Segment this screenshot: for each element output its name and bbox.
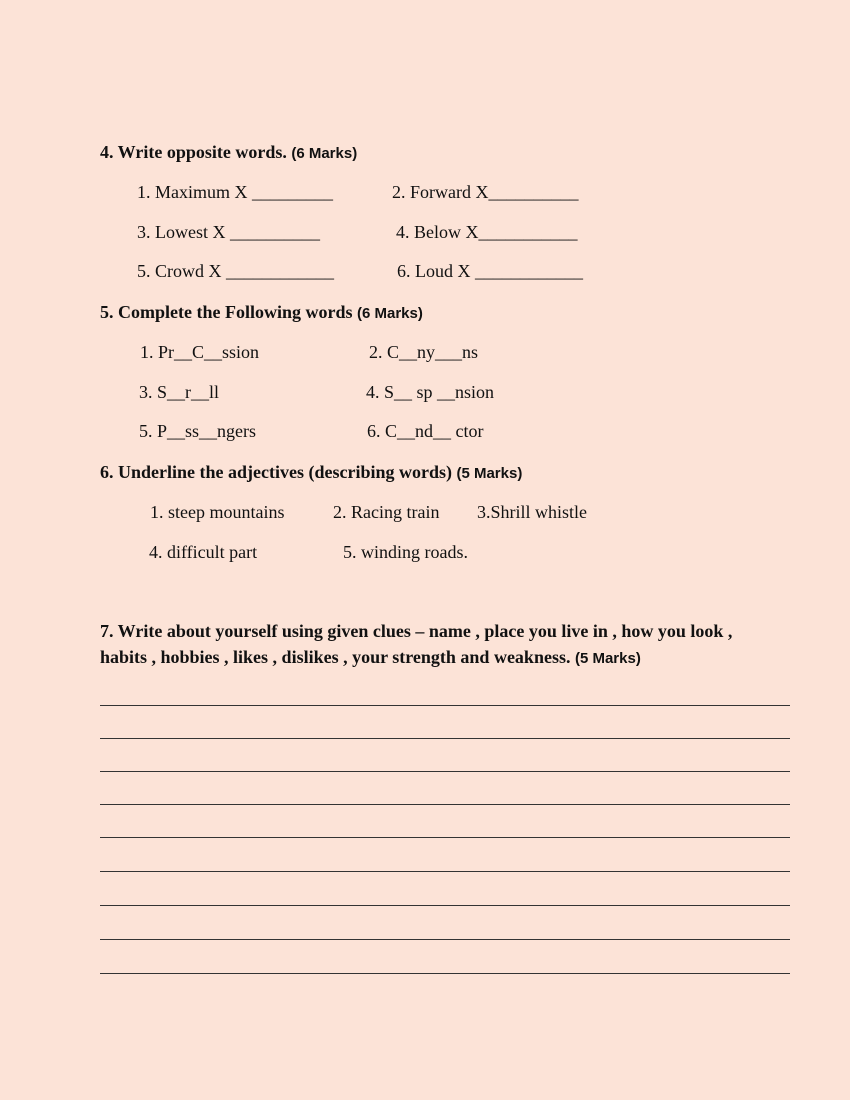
q4-item: 4. Below X___________ (396, 222, 578, 242)
q5-item: 3. S__r__ll (139, 382, 220, 402)
q4-item: 3. Lowest X __________ (137, 222, 320, 242)
answer-line[interactable] (100, 705, 790, 706)
question-7-heading-line2 (100, 647, 641, 668)
q4-marks: (6 Marks) (291, 145, 358, 162)
q4-item: 1. Maximum X _________ (137, 182, 333, 202)
q7-title: habits , hobbies , likes , dislikes , your strength and weakness. (100, 647, 571, 667)
q5-item: 1. Pr__C__ssion (140, 342, 260, 362)
q6-item: 2. Racing train (333, 502, 440, 522)
question-4-heading (100, 142, 357, 163)
q5-item: 5. P__ss__ngers (139, 421, 257, 441)
q4-item: 5. Crowd X ____________ (137, 261, 334, 281)
q6-title: 6. Underline the adjectives (describing words) (100, 462, 452, 482)
q5-item: 6. C__nd__ ctor (367, 421, 484, 441)
answer-line[interactable] (100, 973, 790, 974)
answer-line[interactable] (100, 939, 790, 940)
question-5-heading (100, 302, 423, 323)
q4-item: 2. Forward X__________ (392, 182, 579, 202)
answer-line[interactable] (100, 738, 790, 739)
q4-item: 6. Loud X ____________ (397, 261, 583, 281)
q6-item: 3.Shrill whistle (477, 502, 588, 522)
answer-line[interactable] (100, 871, 790, 872)
q6-item: 1. steep mountains (150, 502, 285, 522)
q5-item: 4. S__ sp __nsion (366, 382, 495, 402)
answer-line[interactable] (100, 837, 790, 838)
answer-line[interactable] (100, 771, 790, 772)
answer-line[interactable] (100, 804, 790, 805)
q7-marks: (5 Marks) (574, 650, 641, 667)
question-7-heading-line1: 7. Write about yourself using given clues – name , place you live in , how you look , (100, 621, 733, 641)
q5-marks: (6 Marks) (356, 305, 423, 322)
q6-item: 4. difficult part (149, 542, 258, 562)
q6-marks: (5 Marks) (456, 465, 523, 482)
q5-title: 5. Complete the Following words (100, 302, 357, 322)
q4-title: 4. Write opposite words. (100, 142, 287, 162)
answer-line[interactable] (100, 905, 790, 906)
question-6-heading (100, 462, 522, 483)
q6-item: 5. winding roads. (343, 542, 468, 562)
q5-item: 2. C__ny___ns (369, 342, 479, 362)
